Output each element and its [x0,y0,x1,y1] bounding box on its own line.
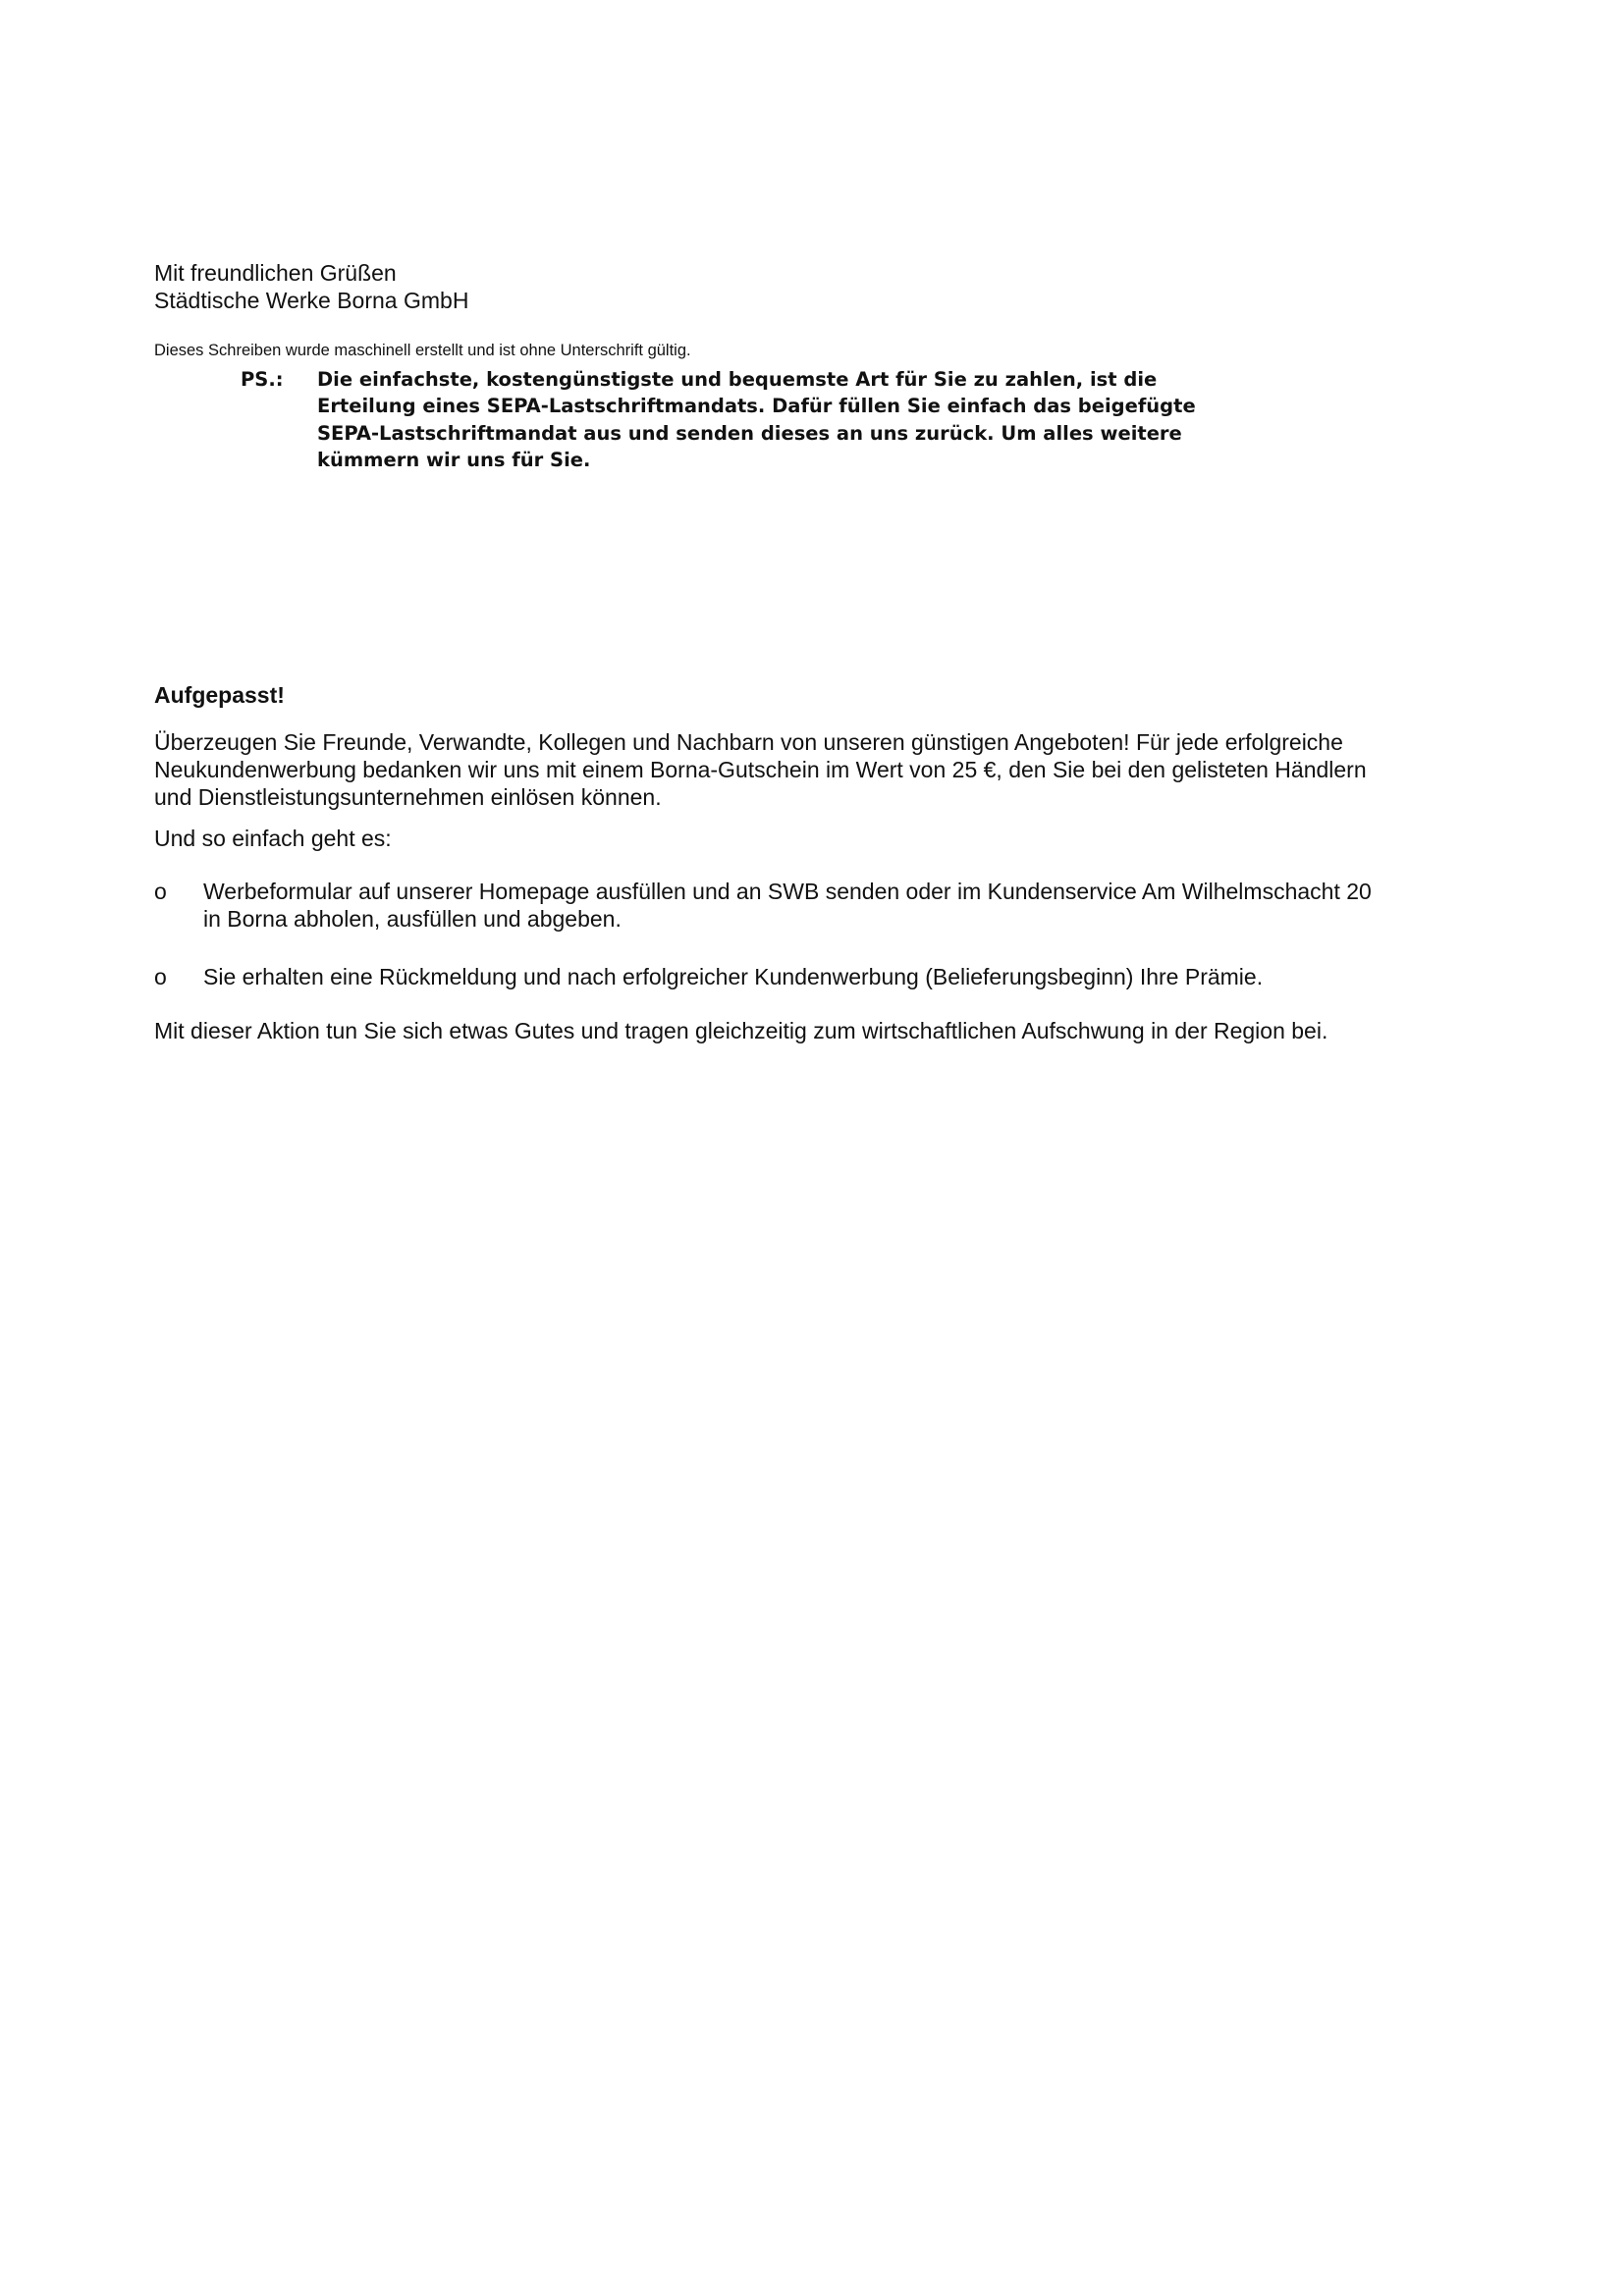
list-item-text [203,878,1509,933]
ps-line: SEPA-Lastschriftmandat aus und senden dieses an uns zurück. Um alles weitere [317,421,1182,445]
machine-generated-notice: Dieses Schreiben wurde maschinell erstellt und ist ohne Unterschrift gültig. [154,342,691,359]
list-item-line: in Borna abholen, ausfüllen und abgeben. [203,906,622,932]
ps-line: kümmern wir uns für Sie. [317,448,591,471]
bullet-marker: o [154,964,167,989]
ps-line: Die einfachste, kostengünstigste und bequemste Art für Sie zu zahlen, ist die [317,368,1158,391]
ps-label: PS.: [241,368,284,391]
list-item-line: Werbeformular auf unserer Homepage ausfüllen und an SWB senden oder im Kundenservice Am Wilhelmschacht 20 [203,879,1372,904]
closing-block [154,259,1509,314]
ps-text [317,366,1299,473]
steps-intro: Und so einfach geht es: [154,826,392,851]
promo-intro [154,728,1509,811]
promo-intro-line: Überzeugen Sie Freunde, Verwandte, Kollegen und Nachbarn von unseren günstigen Angeboten! Für jede erfolgreiche [154,729,1343,755]
sender-company: Städtische Werke Borna GmbH [154,288,469,313]
promo-intro-line: Neukundenwerbung bedanken wir uns mit einem Borna-Gutschein im Wert von 25 €, den Sie bei den gelisteten Händlern [154,757,1367,782]
closing-greeting: Mit freundlichen Grüßen [154,260,397,286]
ps-line: Erteilung eines SEPA-Lastschriftmandats. Dafür füllen Sie einfach das beigefügte [317,395,1196,418]
list-item-line: Sie erhalten eine Rückmeldung und nach erfolgreicher Kundenwerbung (Belieferungsbeginn) Ihre Prämie. [203,964,1264,989]
promo-intro-line: und Dienstleistungsunternehmen einlösen können. [154,784,662,810]
promo-outro: Mit dieser Aktion tun Sie sich etwas Gutes und tragen gleichzeitig zum wirtschaftlichen Aufschwung in der Region bei. [154,1018,1328,1043]
bullet-marker: o [154,879,167,904]
promo-heading: Aufgepasst! [154,682,285,708]
list-item-text [203,963,1509,990]
